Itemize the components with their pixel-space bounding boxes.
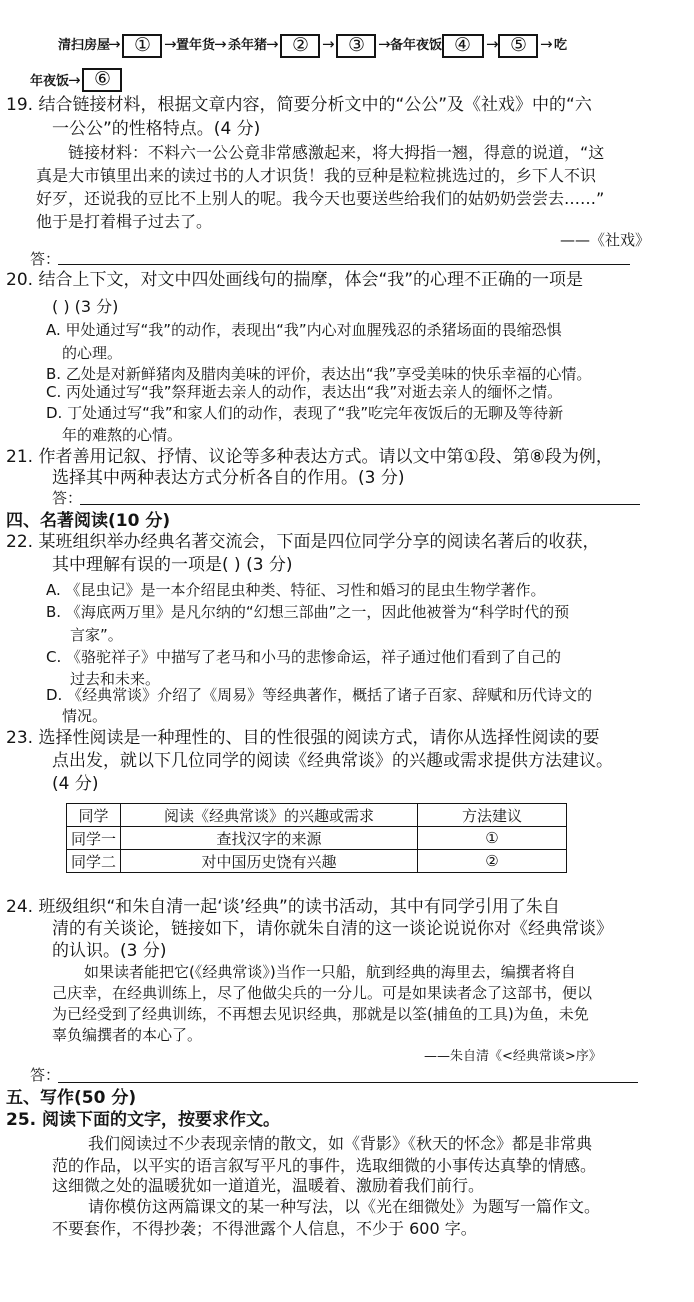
q22-option-b: B. 《海底两万里》是凡尔纳的“幻想三部曲”之一，因此他被誉为“科学时代的预 [46,603,570,621]
q21-answer-label: 答： [52,489,83,507]
q21-answer-line[interactable] [80,504,640,505]
q19-stem-line1: 19. 结合链接材料，根据文章内容，简要分析文中的“公公”及《社戏》中的“六 [6,95,592,115]
q23-stem-line1: 23. 选择性阅读是一种理性的、目的性很强的阅读方式，请你从选择性阅读的要 [6,728,600,748]
flow-blank-5-label: ⑤ [510,34,528,56]
q22-option-c-cont: 过去和未来。 [70,670,161,688]
q24-quote-line: 辜负编撰者的本心了。 [52,1026,203,1044]
q19-material-line: 他于是打着楫子过去了。 [36,212,213,231]
flow-blank-6-label: ⑥ [94,68,112,90]
q22-stem-line2: 其中理解有误的一项是( ) (3 分) [52,555,293,575]
q22-stem-line1: 22. 某班组织举办经典名著交流会，下面是四位同学分享的阅读名著后的收获， [6,532,600,552]
q25-material-line: 这细微之处的温暖犹如一道道光，温暖着、激励着我们前行。 [52,1176,485,1195]
q25-material-line: 不要套作，不得抄袭；不得泄露个人信息，不少于 600 字。 [52,1219,477,1238]
flow-blank-1-label: ① [134,34,152,56]
flow-item-6: 年夜饭 [30,74,70,89]
flow-arrow-icon: → [164,35,177,53]
q21-stem-line2: 选择其中两种表达方式分析各自的作用。(3 分) [52,468,405,488]
table-header-row [67,804,567,827]
q20-option-a: A. 甲处通过写“我”的动作，表现出“我”内心对血腥残忍的杀猪场面的畏缩恐惧 [46,321,562,339]
section-5-heading: 五、写作(50 分) [6,1088,137,1108]
table-cell: 同学一 [67,827,121,850]
q19-stem-line2: 一公公”的性格特点。(4 分) [52,119,261,139]
q23-stem-line3: (4 分) [52,774,99,794]
flow-item-2: 置年货 [176,38,216,53]
q25-material-line: 范的作品，以平实的语言叙写平凡的事件，选取细微的小事传达真挚的情感。 [52,1156,597,1175]
flow-arrow-icon: → [378,35,391,53]
flow-item-3: 杀年猪 [228,38,268,53]
flow-arrow-icon: → [322,35,335,53]
table-cell[interactable]: ② [418,850,567,873]
q24-answer-label: 答： [30,1066,61,1084]
flow-blank-3-label: ③ [348,34,366,56]
q24-quote-line: 如果读者能把它(《经典常谈》)当作一只船，航到经典的海里去，编撰者将自 [84,963,576,981]
table-row [67,827,567,850]
q25-material-line: 请你模仿这两篇课文的某一种写法，以《光在细微处》为题写一篇作文。 [88,1197,601,1216]
flow-arrow-icon: → [486,35,499,53]
table-cell: 查找汉字的来源 [121,827,418,850]
table-header-cell: 阅读《经典常谈》的兴趣或需求 [121,804,418,827]
flow-arrow-icon: → [214,35,227,53]
table-cell: 同学二 [67,850,121,873]
q21-stem-line1: 21. 作者善用记叙、抒情、议论等多种表达方式。请以文中第①段、第⑧段为例， [6,447,613,467]
flow-blank-4-label: ④ [454,34,472,56]
q24-source: ——朱自清《<经典常谈>序》 [424,1049,602,1064]
q19-material-line: 真是大市镇里出来的读过书的人才识货！我的豆种是粒粒挑选过的，乡下人不识 [36,166,597,185]
q20-option-c: C. 丙处通过写“我”祭拜逝去亲人的动作，表达出“我”对逝去亲人的缅怀之情。 [46,383,563,401]
q24-stem-line3: 的认识。(3 分) [52,941,167,961]
q22-option-d: D. 《经典常谈》介绍了《周易》等经典著作，概括了诸子百家、辞赋和历代诗文的 [46,686,593,704]
q20-option-b: B. 乙处是对新鲜猪肉及腊肉美味的评价，表达出“我”享受美味的快乐幸福的心情。 [46,365,592,383]
q20-stem-line2: ( ) (3 分) [52,297,119,316]
flow-item-1: 清扫房屋 [58,38,111,53]
q22-option-d-cont: 情况。 [62,707,108,725]
q22-option-b-cont: 言家”。 [70,626,123,644]
q24-quote-line: 为已经受到了经典训练，不再想去见识经典，那就是以筌(捕鱼的工具)为鱼，未免 [52,1005,589,1023]
q20-option-d-cont: 年的难熬的心情。 [62,426,183,444]
q19-source: ——《社戏》 [560,231,651,249]
q22-option-c: C. 《骆驼祥子》中描写了老马和小马的悲惨命运，祥子通过他们看到了自己的 [46,648,562,666]
flow-arrow-icon: → [108,35,121,53]
q25-material-line: 我们阅读过不少表现亲情的散文，如《背影》《秋天的怀念》都是非常典 [88,1134,593,1153]
table-cell: 对中国历史饶有兴趣 [121,850,418,873]
q25-stem: 25. 阅读下面的文字，按要求作文。 [6,1110,281,1130]
table-row [67,850,567,873]
q24-answer-line[interactable] [58,1082,638,1083]
q22-option-a: A. 《昆虫记》是一本介绍昆虫种类、特征、习性和婚习的昆虫生物学著作。 [46,581,546,599]
flow-blank-2-label: ② [292,34,310,56]
q19-material-line: 链接材料：不料六一公公竟非常感激起来，将大拇指一翘，得意的说道，“这 [68,143,605,162]
q24-stem-line2: 清的有关谈论，链接如下，请你就朱自清的这一谈论说说你对《经典常谈》 [52,919,613,939]
q23-table [66,803,567,873]
q19-material-line: 好歹，还说我的豆比不上别人的呢。我今天也要送些给我们的姑奶奶尝尝去……” [36,189,605,208]
section-4-heading: 四、名著阅读(10 分) [6,511,171,531]
q24-quote-line: 己庆幸，在经典训练上，尽了他做尖兵的一分儿。可是如果读者念了这部书，便以 [52,984,593,1002]
flow-arrow-icon: → [266,35,279,53]
q19-answer-label: 答： [30,250,61,268]
flow-item-5: 吃 [554,38,568,53]
flow-item-4: 备年夜饭 [390,38,443,53]
q20-option-a-cont: 的心理。 [62,344,123,362]
q23-stem-line2: 点出发，就以下几位同学的阅读《经典常谈》的兴趣或需求提供方法建议。 [52,751,613,771]
q24-stem-line1: 24. 班级组织“和朱自清一起‘谈’经典”的读书活动，其中有同学引用了朱自 [6,897,560,917]
q19-answer-line[interactable] [58,264,630,265]
table-cell[interactable]: ① [418,827,567,850]
table-header-cell: 方法建议 [418,804,567,827]
table-header-cell: 同学 [67,804,121,827]
flow-arrow-icon: → [68,71,81,89]
q20-stem-line1: 20. 结合上下文，对文中四处画线句的揣摩，体会“我”的心理不正确的一项是 [6,270,584,290]
flow-arrow-icon: → [540,35,553,53]
q20-option-d: D. 丁处通过写“我”和家人们的动作，表现了“我”吃完年夜饭后的无聊及等待新 [46,404,564,422]
